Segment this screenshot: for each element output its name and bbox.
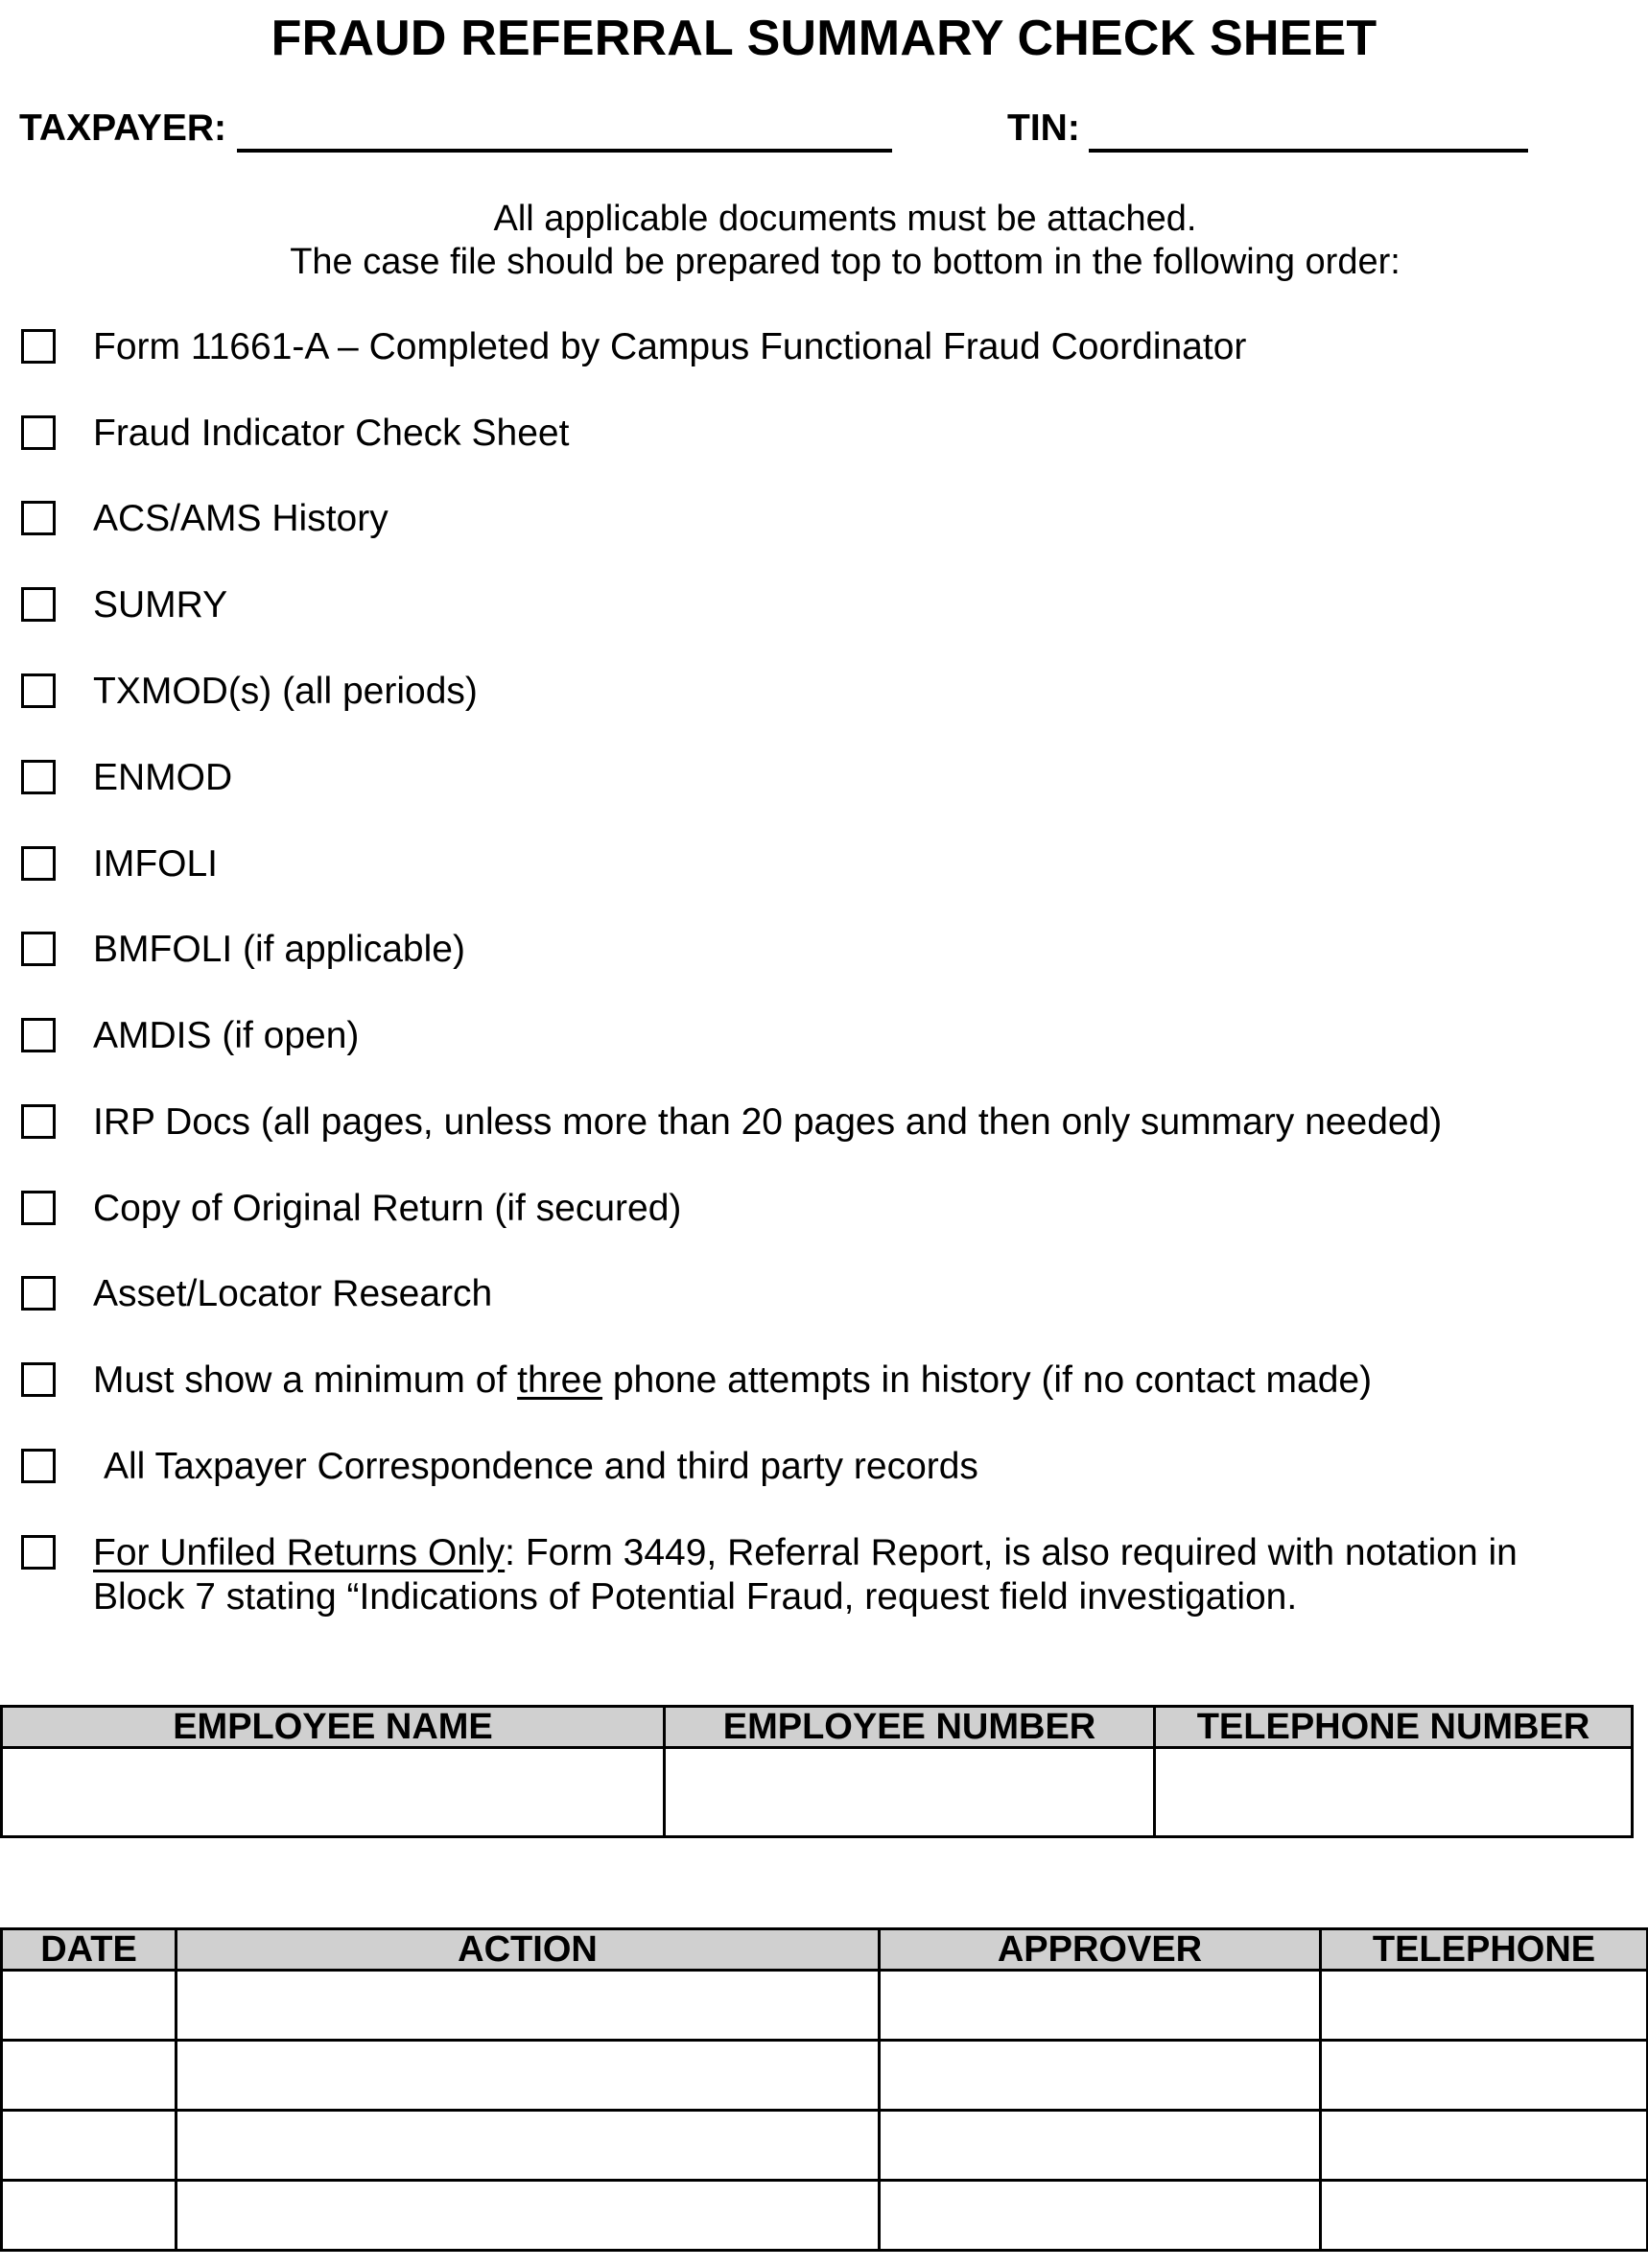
approver-input[interactable] (881, 2059, 1319, 2091)
checkbox[interactable] (21, 501, 56, 535)
checklist-item (21, 583, 1613, 631)
checkbox[interactable] (21, 1104, 56, 1139)
table-cell (2, 2181, 177, 2251)
table-cell (880, 2111, 1321, 2181)
checklist-item-label: TXMOD(s) (all periods) (93, 671, 478, 712)
table-row (2, 2181, 1648, 2251)
table-cell (1321, 2041, 1648, 2111)
checkbox[interactable] (21, 932, 56, 966)
checklist-item (21, 325, 1613, 373)
table-cell (880, 1971, 1321, 2041)
label-text: : Form 3449, Referral Report, is also required with notation in (505, 1532, 1518, 1573)
label-text: phone attempts in history (if no contact made) (602, 1359, 1373, 1401)
table-cell (880, 2181, 1321, 2251)
checklist-item-label: Form 11661-A – Completed by Campus Functional Fraud Coordinator (93, 326, 1247, 367)
checklist-item (21, 756, 1613, 804)
table-cell (177, 2041, 880, 2111)
checklist-item (21, 1014, 1613, 1062)
telephone-input[interactable] (1322, 2059, 1646, 2091)
checklist-item-label: IMFOLI (93, 843, 219, 885)
checkbox[interactable] (21, 846, 56, 881)
table-cell (2, 1971, 177, 2041)
date-input[interactable] (3, 1989, 175, 2021)
employee-table (0, 1705, 1634, 1838)
checklist-item-label: BMFOLI (if applicable) (93, 929, 465, 970)
underlined-text: three (517, 1359, 603, 1401)
column-header: ACTION (177, 1929, 880, 1971)
taxpayer-label: TAXPAYER: (19, 107, 226, 149)
telephone-number-input[interactable] (1156, 1776, 1631, 1808)
checklist-item (21, 412, 1613, 460)
checklist-item-label: Fraud Indicator Check Sheet (93, 413, 570, 454)
column-header: APPROVER (880, 1929, 1321, 1971)
checklist-item-label: Copy of Original Return (if secured) (93, 1188, 682, 1229)
checkbox[interactable] (21, 1191, 56, 1225)
date-input[interactable] (3, 2129, 175, 2162)
table-cell (880, 2041, 1321, 2111)
checklist-item-label: ENMOD (93, 757, 233, 798)
checkbox[interactable] (21, 1449, 56, 1483)
column-header: DATE (2, 1929, 177, 1971)
action-input[interactable] (177, 1989, 878, 2021)
checkbox[interactable] (21, 415, 56, 450)
column-header: TELEPHONE (1321, 1929, 1648, 1971)
tin-label: TIN: (1007, 107, 1080, 149)
telephone-number-cell (1155, 1748, 1633, 1837)
employee-number-input[interactable] (666, 1776, 1153, 1808)
action-log-table (0, 1927, 1648, 2252)
checkbox[interactable] (21, 673, 56, 708)
approver-input[interactable] (881, 1989, 1319, 2021)
intro-line-1: All applicable documents must be attached. (493, 199, 1197, 239)
checklist-item-label (93, 1358, 1372, 1403)
label-text: Must show a minimum of (93, 1359, 518, 1401)
checklist-item (21, 1272, 1613, 1320)
taxpayer-underline (237, 149, 892, 153)
checklist-item-label: AMDIS (if open) (93, 1015, 360, 1056)
approver-input[interactable] (881, 2129, 1319, 2162)
table-cell (2, 2041, 177, 2111)
date-input[interactable] (3, 2199, 175, 2232)
action-input[interactable] (177, 2129, 878, 2162)
checklist-item-label: ACS/AMS History (93, 498, 388, 539)
table-cell (1321, 2181, 1648, 2251)
checklist-item (21, 497, 1613, 545)
column-header: EMPLOYEE NAME (2, 1707, 665, 1748)
table-cell (177, 2181, 880, 2251)
checklist-item (21, 928, 1613, 976)
checkbox[interactable] (21, 1276, 56, 1311)
employee-name-cell (2, 1748, 665, 1837)
table-row (2, 1748, 1633, 1837)
table-cell (1321, 2111, 1648, 2181)
table-row (2, 1971, 1648, 2041)
column-header: TELEPHONE NUMBER (1155, 1707, 1633, 1748)
telephone-input[interactable] (1322, 2199, 1646, 2232)
checkbox[interactable] (21, 1362, 56, 1397)
table-header-row (2, 1707, 1633, 1748)
table-cell (1321, 1971, 1648, 2041)
tin-input[interactable] (1092, 104, 1537, 148)
date-input[interactable] (3, 2059, 175, 2091)
checklist-item (21, 1100, 1613, 1148)
checklist-item (21, 1187, 1613, 1235)
employee-name-input[interactable] (3, 1776, 663, 1808)
column-header: EMPLOYEE NUMBER (665, 1707, 1155, 1748)
table-cell (177, 2111, 880, 2181)
checklist-item (21, 1358, 1613, 1406)
action-input[interactable] (177, 2059, 878, 2091)
table-header-row (2, 1929, 1648, 1971)
checklist-item (21, 1531, 1613, 1623)
intro-line-2: The case file should be prepared top to bottom in the following order: (290, 242, 1401, 282)
table-row (2, 2111, 1648, 2181)
telephone-input[interactable] (1322, 1989, 1646, 2021)
tin-underline (1089, 149, 1528, 153)
label-text: Block 7 stating “Indications of Potential Fraud, request field investigation. (93, 1576, 1298, 1618)
checkbox[interactable] (21, 329, 56, 364)
table-cell (177, 1971, 880, 2041)
page-title: FRAUD REFERRAL SUMMARY CHECK SHEET (271, 11, 1377, 66)
table-cell (2, 2111, 177, 2181)
checklist-item-label: All Taxpayer Correspondence and third party records (104, 1446, 978, 1487)
checkbox[interactable] (21, 587, 56, 622)
checklist-item (21, 670, 1613, 718)
checkbox[interactable] (21, 1018, 56, 1052)
underlined-text: For Unfiled Returns Only (93, 1532, 506, 1573)
action-input[interactable] (177, 2199, 878, 2232)
checklist-item-label: Asset/Locator Research (93, 1273, 493, 1314)
checkbox[interactable] (21, 760, 56, 794)
checklist-item-label: IRP Docs (all pages, unless more than 20 pages and then only summary needed) (93, 1101, 1443, 1143)
checklist-item (21, 1445, 1613, 1493)
taxpayer-input[interactable] (240, 104, 900, 148)
checkbox[interactable] (21, 1535, 56, 1570)
checklist-item-label: SUMRY (93, 584, 228, 626)
employee-number-cell (665, 1748, 1155, 1837)
approver-input[interactable] (881, 2199, 1319, 2232)
checklist-item-label (93, 1531, 1518, 1619)
table-row (2, 2041, 1648, 2111)
telephone-input[interactable] (1322, 2129, 1646, 2162)
checklist-item (21, 842, 1613, 890)
